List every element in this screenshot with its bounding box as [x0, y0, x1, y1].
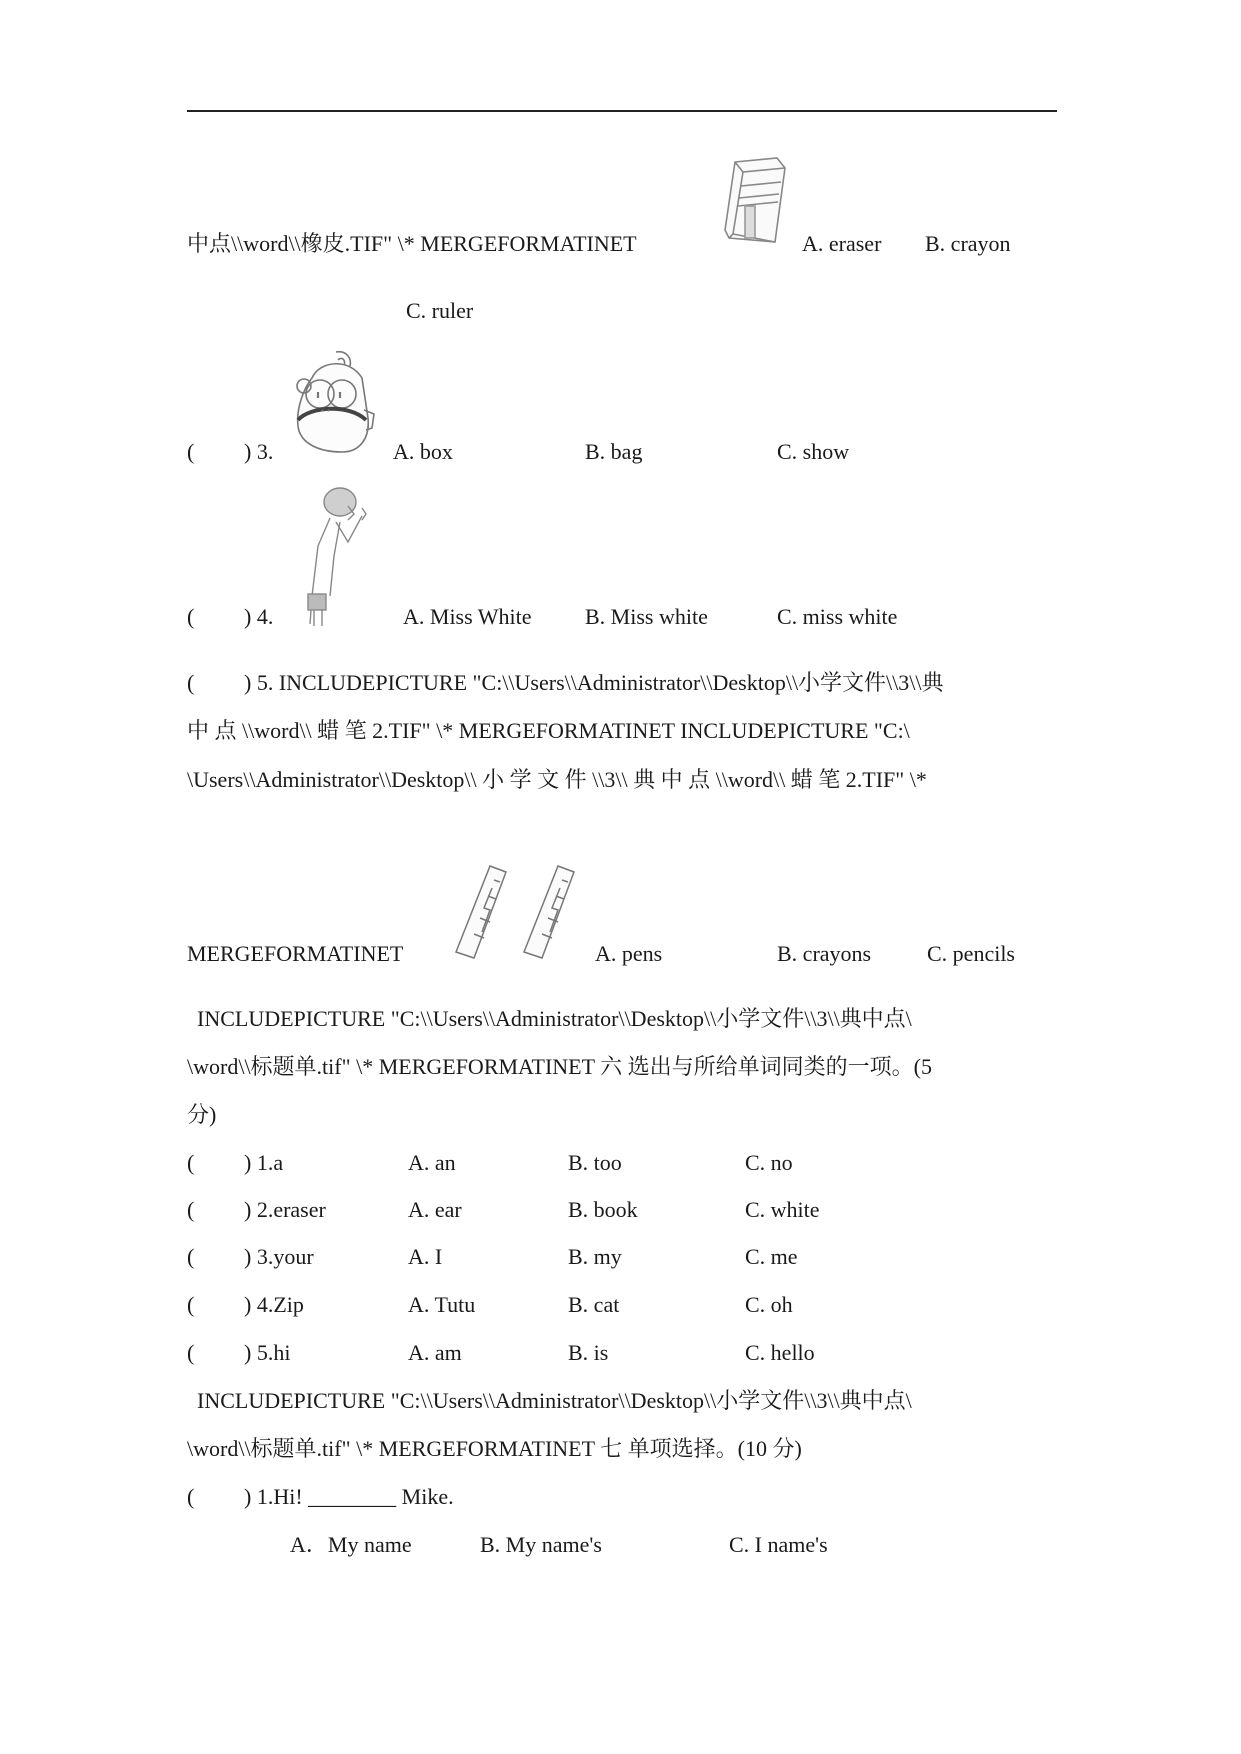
q2-option-a: A. eraser	[802, 231, 882, 256]
option-c: C. no	[745, 1150, 793, 1175]
section7-q1-option-a: A．My name	[290, 1532, 412, 1557]
section6-header-line-1: INCLUDEPICTURE "C:\\Users\\Administrator\\Desktop\\小学文件\\3\\典中点\	[197, 1006, 912, 1031]
option-c: C. hello	[745, 1340, 815, 1365]
option-a: A. am	[408, 1340, 462, 1365]
q3-option-b: B. bag	[585, 439, 643, 464]
section6-header-line-2: \word\\标题单.tif" \* MERGEFORMATINET 六 选出与所给单词同类的一项。(5	[187, 1054, 932, 1079]
question-word: ) 1.a	[244, 1150, 284, 1175]
option-b: B. my	[568, 1244, 622, 1269]
q5-line-2: 中 点 \\word\\ 蜡 笔 2.TIF" \* MERGEFORMATINET INCLUDEPICTURE "C:\	[187, 718, 910, 743]
crayons-icon	[450, 862, 600, 962]
question-word: ) 3.your	[244, 1244, 314, 1269]
q5-line-3: \Users\\Administrator\\Desktop\\ 小 学 文 件 \\3\\ 典 中 点 \\word\\ 蜡 笔 2.TIF" \*	[187, 767, 927, 792]
eraser-icon	[715, 150, 795, 250]
section7-header-line-2: \word\\标题单.tif" \* MERGEFORMATINET 七 单项选择。(10 分)	[187, 1436, 802, 1461]
q5-line-1: ) 5. INCLUDEPICTURE "C:\\Users\\Administrator\\Desktop\\小学文件\\3\\典	[244, 670, 944, 695]
q3-paren: (	[187, 439, 195, 464]
q5-line-4: MERGEFORMATINET	[187, 941, 404, 966]
section7-header-line-1: INCLUDEPICTURE "C:\\Users\\Administrator\\Desktop\\小学文件\\3\\典中点\	[197, 1388, 912, 1413]
q2-option-b: B. crayon	[925, 231, 1011, 256]
header-rule	[187, 110, 1057, 112]
q4-option-a: A. Miss White	[403, 604, 532, 629]
q5-paren: (	[187, 670, 195, 695]
section7-q1-option-c: C. I name's	[729, 1532, 828, 1557]
q3-option-c: C. show	[777, 439, 850, 464]
question-word: ) 2.eraser	[244, 1197, 326, 1222]
answer-paren: (	[187, 1292, 195, 1317]
option-b: B. book	[568, 1197, 638, 1222]
option-b: B. cat	[568, 1292, 620, 1317]
section7-q1-option-b: B. My name's	[480, 1532, 602, 1557]
question-word: ) 4.Zip	[244, 1292, 304, 1317]
backpack-icon	[290, 348, 380, 458]
option-c: C. me	[745, 1244, 798, 1269]
answer-paren: (	[187, 1197, 195, 1222]
q4-option-b: B. Miss white	[585, 604, 708, 629]
q5-option-a: A. pens	[595, 941, 663, 966]
q5-option-c: C. pencils	[927, 941, 1015, 966]
option-b: B. is	[568, 1340, 609, 1365]
q3-option-a: A. box	[393, 439, 453, 464]
q4-paren: (	[187, 604, 195, 629]
q5-option-b: B. crayons	[777, 941, 872, 966]
option-b: B. too	[568, 1150, 622, 1175]
option-a: A. ear	[408, 1197, 462, 1222]
question-word: ) 5.hi	[244, 1340, 291, 1365]
answer-paren: (	[187, 1150, 195, 1175]
answer-paren: (	[187, 1340, 195, 1365]
section6-header-line-3: 分)	[187, 1102, 217, 1127]
teacher-icon	[300, 486, 390, 626]
option-c: C. oh	[745, 1292, 793, 1317]
section7-q1-paren: (	[187, 1484, 195, 1509]
q3-number: ) 3.	[244, 439, 274, 464]
q2-option-c: C. ruler	[406, 298, 474, 323]
option-a: A. Tutu	[408, 1292, 476, 1317]
option-a: A. I	[408, 1244, 443, 1269]
q2-field-text: 中点\\word\\橡皮.TIF" \* MERGEFORMATINET	[187, 231, 637, 256]
section7-q1-stem: ) 1.Hi! ________ Mike.	[244, 1484, 454, 1509]
q4-option-c: C. miss white	[777, 604, 898, 629]
option-a: A. an	[408, 1150, 456, 1175]
option-c: C. white	[745, 1197, 820, 1222]
q4-number: ) 4.	[244, 604, 274, 629]
answer-paren: (	[187, 1244, 195, 1269]
